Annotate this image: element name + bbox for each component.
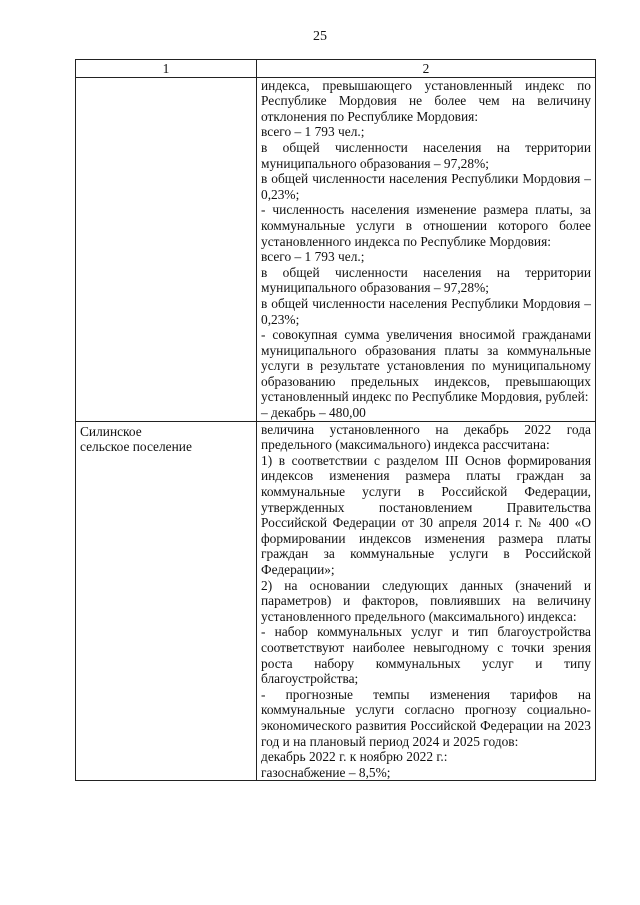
paragraph: всего – 1 793 чел.; bbox=[261, 249, 365, 265]
paragraph: - численность населения изменение размера платы, за коммунальные услуги в отношении которого более установленного индекса по Республике Мордовия: bbox=[261, 202, 591, 249]
table-row bbox=[76, 421, 596, 781]
paragraph: 1) в соответствии с разделом III Основ формирования индексов изменения размера платы граждан за коммунальные услуги в Российской Федерации, утвержденных постановлением Правительства Российской Федерации от 30 апреля 2014 г. № 400 «О формировании индексов изменения размера платы граждан за коммунальные услуги в Российской Федерации»; bbox=[261, 452, 591, 577]
paragraph: в общей численности населения Республики Мордовия – 0,23%; bbox=[261, 171, 591, 202]
paragraph: всего – 1 793 чел.; bbox=[261, 124, 365, 140]
paragraph: в общей численности населения на территории муниципального образования – 97,28%; bbox=[261, 264, 591, 296]
description-cell bbox=[257, 77, 596, 421]
municipality-cell bbox=[76, 77, 257, 421]
table-header-row bbox=[76, 60, 596, 78]
paragraph: 2) на основании следующих данных (значений и параметров) и факторов, повлиявших на величину установленного предельного (максимального) индекса: bbox=[261, 577, 591, 624]
paragraph: в общей численности населения на территории муниципального образования – 97,28%; bbox=[261, 139, 591, 171]
description-cell bbox=[257, 421, 596, 781]
paragraph: - совокупная сумма увеличения вносимой гражданами муниципального образования платы за коммунальные услуги в результате установления по муниципальному образованию предельных индексов, превышающих установленный индекс по Республике Мордовия, рублей: bbox=[261, 327, 591, 405]
municipality-cell bbox=[76, 421, 257, 781]
municipality-name: Силинское bbox=[80, 423, 142, 439]
municipality-type: сельское поселение bbox=[80, 439, 192, 455]
table-row bbox=[76, 77, 596, 421]
page-number: 25 bbox=[313, 29, 327, 44]
column-header-1: 1 bbox=[76, 60, 257, 78]
document-table bbox=[75, 59, 596, 781]
paragraph: в общей численности населения Республики Мордовия – 0,23%; bbox=[261, 295, 591, 327]
paragraph: индекса, превышающего установленный индекс по Республике Мордовия не более чем на величину отклонения по Республике Мордовия: bbox=[261, 77, 591, 124]
paragraph: величина установленного на декабрь 2022 года предельного (максимального) индекса рассчитана: bbox=[261, 421, 591, 453]
paragraph: - прогнозные темпы изменения тарифов на коммунальные услуги согласно прогнозу социально-экономического развития Российской Федерации на 2023 год и на плановый период 2024 и 2025 годов: bbox=[261, 686, 591, 749]
paragraph: газоснабжение – 8,5%; bbox=[261, 764, 391, 780]
paragraph: - набор коммунальных услуг и тип благоустройства соответствуют наиболее невыгодному с точки зрения роста набору коммунальных услуг и типу благоустройства; bbox=[261, 624, 591, 687]
paragraph: декабрь 2022 г. к ноябрю 2022 г.: bbox=[261, 749, 448, 765]
column-header-2: 2 bbox=[257, 60, 596, 78]
paragraph: – декабрь – 480,00 bbox=[261, 405, 366, 421]
